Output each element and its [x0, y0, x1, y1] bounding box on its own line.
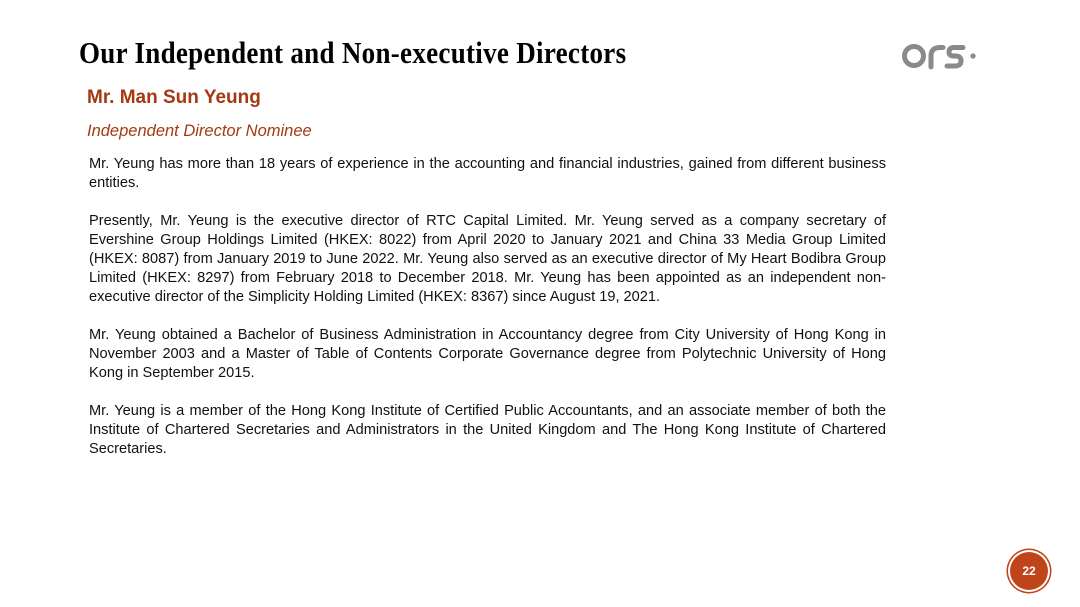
- director-name: Mr. Man Sun Yeung: [87, 87, 261, 108]
- director-bio: [89, 155, 886, 478]
- bio-paragraph: Mr. Yeung is a member of the Hong Kong Institute of Certified Public Accountants, and an associate member of both the Institute of Chartered Secretaries and Administrators in the United Kingdom and The Hong Kong Institute of Chartered Secretaries.: [89, 403, 886, 457]
- slide-title: Our Independent and Non-executive Directors: [79, 36, 627, 70]
- bio-paragraph: Mr. Yeung obtained a Bachelor of Business Administration in Accountancy degree from City University of Hong Kong in November 2003 and a Master of Table of Contents Corporate Governance degree from Polytechnic University of Hong Kong in September 2015.: [89, 327, 886, 381]
- page-number-badge: 22: [1010, 552, 1048, 590]
- bio-paragraph: Mr. Yeung has more than 18 years of experience in the accounting and financial industries, gained from different business entities.: [89, 156, 886, 191]
- director-role: Independent Director Nominee: [87, 122, 312, 140]
- bio-paragraph: Presently, Mr. Yeung is the executive director of RTC Capital Limited. Mr. Yeung served as a company secretary of Evershine Group Holdings Limited (HKEX: 8022) from April 2020 to January 2021 and China 33 Media Group Limited (HKEX: 8087) from January 2019 to June 2022. Mr. Yeung also served as an executive director of My Heart Bodibra Group Limited (HKEX: 8297) from February 2018 to December 2018. Mr. Yeung has been appointed as an independent non-executive director of the Simplicity Holding Limited (HKEX: 8367) since August 19, 2021.: [89, 213, 886, 305]
- ors-logo-icon: [900, 38, 980, 74]
